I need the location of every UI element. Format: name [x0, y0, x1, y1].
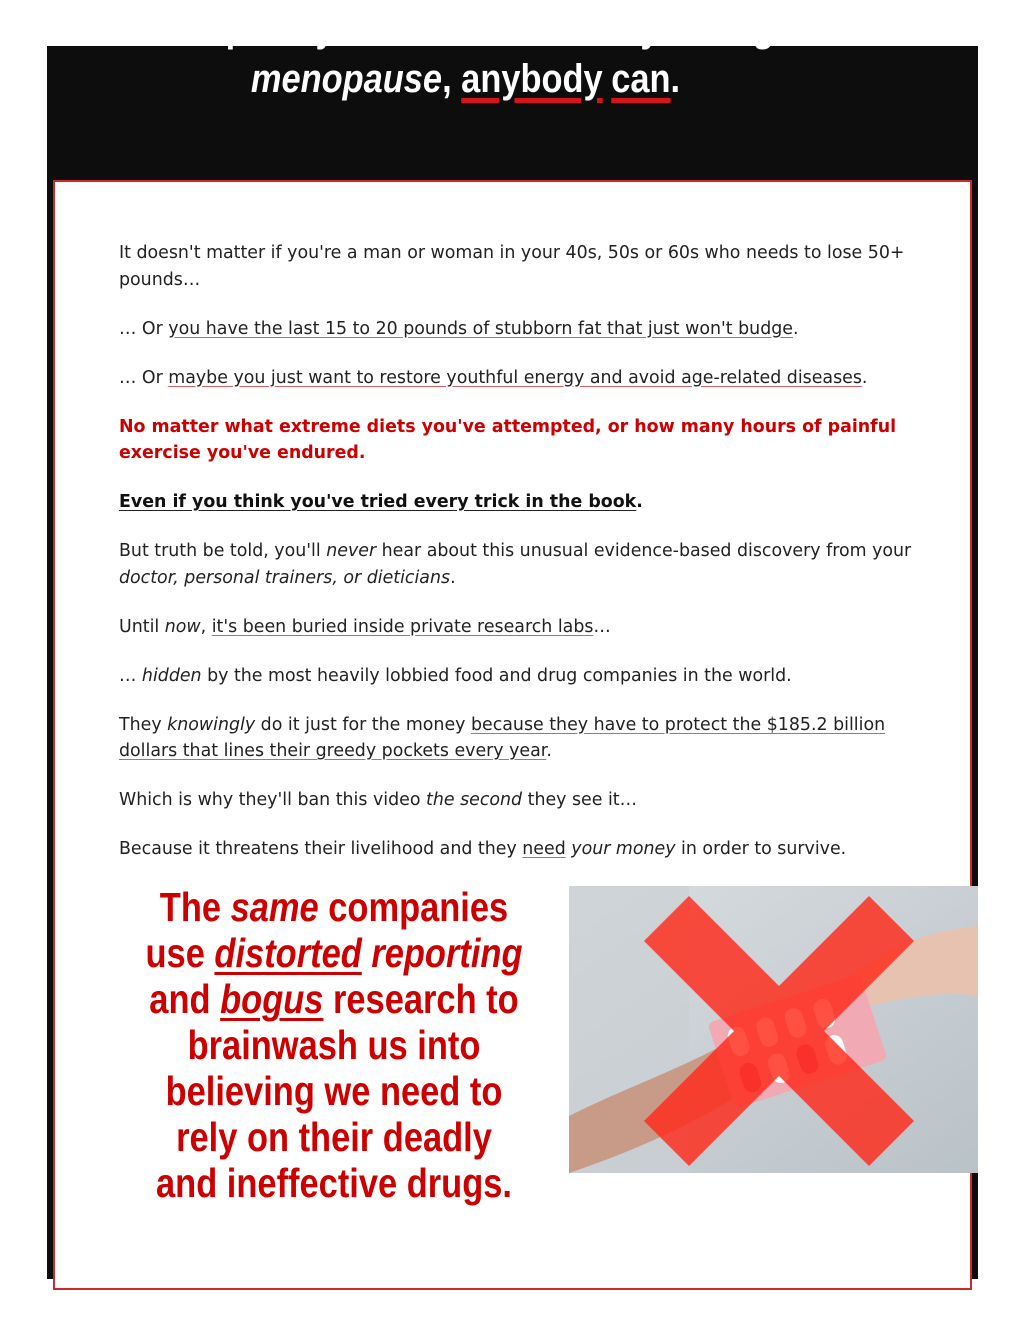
headline-menopause: menopause [250, 57, 443, 101]
pills-photo-icon [569, 886, 978, 1173]
paragraph-4 [119, 414, 919, 467]
p9-c: . [546, 741, 552, 761]
crossed-out-pills-photo [569, 886, 978, 1173]
p4-emphasis: No matter what extreme diets you've attempted, or how many hours of painful exercise you've endured. [119, 416, 897, 463]
p11-a: Because it threatens their livelihood and they [119, 839, 523, 859]
callout-and: and [149, 976, 221, 1022]
p7-now: now [164, 616, 201, 637]
p6-a: But truth be told, you'll [119, 541, 327, 561]
p6-never: never [326, 541, 377, 561]
callout-rest: research to brainwash us into believing we need to rely on their deadly and ineffective drugs. [156, 976, 519, 1206]
paragraph-9 [119, 712, 919, 765]
paragraph-6 [119, 538, 919, 591]
headline-can: can [611, 57, 671, 101]
p9-knowingly: knowingly [167, 714, 256, 735]
headline-any: any [461, 57, 521, 101]
p6-b: hear about this unusual evidence-based discovery from your [376, 541, 912, 561]
p7-a: Until [119, 616, 165, 637]
paragraph-3 [119, 365, 919, 392]
p8-hidden: hidden [141, 665, 202, 686]
callout-the: The [159, 884, 231, 930]
callout-distorted: distorted [214, 930, 362, 976]
headline-body: body [520, 57, 603, 101]
paragraph-10 [119, 787, 919, 814]
p7-c: … [593, 616, 611, 637]
headline-text-1: completely transform her body [154, 6, 670, 50]
paragraph-1 [119, 240, 919, 293]
callout-reporting: reporting [361, 930, 523, 976]
body-copy [119, 240, 919, 885]
paragraph-11 [119, 836, 919, 863]
p8-a: … [119, 665, 142, 686]
paragraph-7 [119, 614, 919, 641]
p10-b: they see it… [522, 790, 638, 810]
callout-text [141, 884, 527, 1206]
headline-comma: , [442, 57, 462, 101]
callout-use: use [145, 930, 215, 976]
p1-text: It doesn't matter if you're a man or woman in your 40s, 50s or 60s who needs to lose 50+ pounds… [119, 243, 905, 290]
callout-bogus: bogus [220, 976, 324, 1022]
page-headline [65, 0, 866, 134]
p2-prefix: … Or [119, 318, 169, 339]
paragraph-5 [119, 489, 919, 516]
paragraph-8 [119, 663, 919, 690]
p9-link: because they have to protect the $185.2 billion dollars that lines their greedy pockets every year [119, 714, 886, 761]
p9-b: do it just for the money [255, 714, 471, 735]
paragraph-2 [119, 316, 919, 343]
p9-a: They [119, 714, 168, 735]
p6-italic: doctor, personal trainers, or dieticians [119, 567, 451, 588]
p7-link: it's been buried inside private research labs [211, 616, 594, 637]
p2-suffix: . [792, 318, 799, 339]
p10-italic: the second [426, 790, 523, 810]
p3-link: maybe you just want to restore youthful energy and avoid age-related diseases [168, 367, 862, 388]
p11-italic: your money [571, 839, 676, 859]
p11-c: in order to survive. [675, 839, 847, 859]
callout-same: same [230, 884, 319, 930]
p11-need: need [522, 839, 566, 859]
p5-emphasis: Even if you think you've tried every trick in the book [119, 492, 637, 512]
p8-b: by the most heavily lobbied food and drug companies in the world. [201, 665, 792, 686]
p3-prefix: … Or [119, 367, 169, 388]
callout-companies: companies [318, 884, 509, 930]
headline-period: . [670, 57, 681, 101]
p6-c: . [450, 567, 456, 588]
p5-suffix: . [636, 492, 643, 512]
p10-a: Which is why they'll ban this video [119, 790, 426, 810]
p3-suffix: . [861, 367, 868, 388]
p7-b: , [200, 616, 212, 637]
p2-link: you have the last 15 to 20 pounds of stubborn fat that just won't budge [168, 318, 793, 339]
headline-during: during [669, 6, 777, 50]
